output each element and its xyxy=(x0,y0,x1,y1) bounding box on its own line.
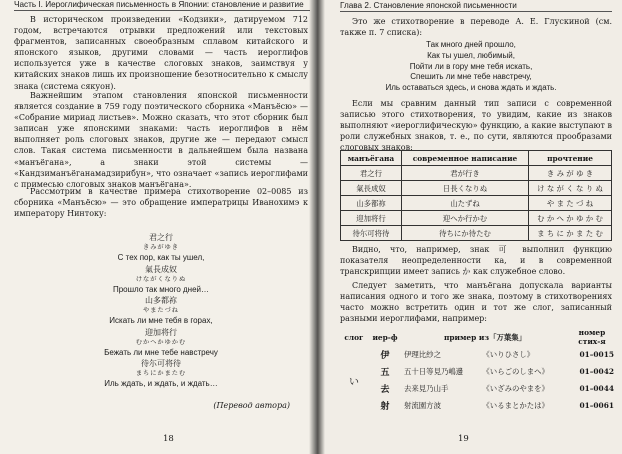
table-row xyxy=(340,397,616,414)
table-row xyxy=(341,226,612,241)
poem-line-russian: Иль ждать, и ждать, и ждать… xyxy=(104,379,218,388)
poem-line: Пойти ли в гору мне тебя искать, xyxy=(409,61,533,71)
poem-line-kana: むかへかゆかむ xyxy=(135,338,187,346)
poem-line-russian: Бежать ли мне тебе навстречу xyxy=(104,347,218,357)
reading-cell: 《いりひさし》 xyxy=(482,350,535,359)
poem-line-russian: С тех пор, как ты ушел, xyxy=(117,253,205,262)
table-row xyxy=(340,363,616,380)
poem-line-kana: まちにかまたむ xyxy=(135,370,187,377)
character-cell: 伊 xyxy=(380,351,390,361)
poem-line-kanji: 迎加将行 xyxy=(145,327,177,337)
example-cell: 五十日等見乃嶋邊 xyxy=(404,367,464,376)
table-row xyxy=(341,166,612,181)
table-cell: 迎へか行かむ xyxy=(401,211,528,226)
poem-line-kana: けながくなりぬ xyxy=(135,275,187,283)
table-row xyxy=(340,346,616,363)
table-cell: 待ちにか待たむ xyxy=(401,226,528,241)
right-poem xyxy=(376,40,566,94)
poem-line: Иль оставаться здесь, и снова ждать и ждать. xyxy=(385,83,557,93)
poem-line: Как ты ушел, любимый, xyxy=(427,50,515,60)
table-cell: け な が く な り ぬ xyxy=(529,181,612,196)
character-cell: 五 xyxy=(380,368,390,378)
example-cell: 去来見乃山手 xyxy=(404,384,449,393)
left-paragraph-3: Рассмотрим в качестве примера стихотворение 02–0085 из сборника «Манъёсю» — это обращение императрицы Иванохимэ к императору Нинтоку: xyxy=(14,187,308,219)
table-cell: 氣長成奴 xyxy=(341,181,402,196)
poem-line-kana: やまたづね xyxy=(143,307,179,314)
table-row xyxy=(341,181,612,196)
column-header: прочтение xyxy=(529,151,612,166)
table-cell: や ま た づ ね xyxy=(529,196,612,211)
right-paragraph-2: Видно, что, например, знак 可 выполнил функцию показателя неопределенности ка, и в современной транскрипции имеет запись か как служебное слово. xyxy=(340,245,612,277)
character-cell: 射 xyxy=(380,402,390,412)
poem-line: Спешить ли мне тебе навстречу, xyxy=(410,72,532,82)
reading-cell: 《いざみのやまを》 xyxy=(482,384,549,393)
table-cell: 待尓可将待 xyxy=(341,226,402,241)
comparison-table xyxy=(340,150,612,241)
poem-line-kanji: 山多都祢 xyxy=(145,296,177,305)
left-paragraph-1: В историческом произведении «Кодзики», датируемом 712 годом, встречаются отрывки предложений или текстовых фрагментов, записанных своеобразным сплавом китайского и японского языков, другими словами — часть иероглифов используется уже в качестве слоговых знаков, заимствуя у китайских знаков лишь их произношение безотносительно к смыслу знака (система сякуон). xyxy=(14,15,308,91)
column-header: современное написание xyxy=(401,151,528,166)
number-cell: 01–0061 xyxy=(579,401,614,410)
example-cell: 伊理比紗之 xyxy=(404,350,441,359)
column-header: пример из「万葉集」 xyxy=(443,332,527,342)
right-paragraph-1: Если мы сравним данный тип записи с современной записью этого стихотворения, то увидим, какие из знаков выполняют «иероглифическую» функцию, а какие выступают в роли служебных знаков, т. е., по сути, являются прообразами слоговых знаков: xyxy=(340,99,612,153)
table-cell: ま ち に か ま た む xyxy=(529,226,612,241)
table-row xyxy=(340,380,616,397)
syllable-examples-table xyxy=(340,328,616,414)
poem-line-kanji: 君之行 xyxy=(149,233,173,242)
poem-line-kanji: 待尓可将待 xyxy=(141,359,181,368)
table-cell: 君之行 xyxy=(341,166,402,181)
table-cell: き み が ゆ き xyxy=(529,166,612,181)
left-running-head: Часть I. Иероглифическая письменность в Японии: становление и развитие xyxy=(14,0,310,11)
table-row xyxy=(341,211,612,226)
column-header: манъёгана xyxy=(341,151,402,166)
reading-cell: 《いらごのしまへ》 xyxy=(482,367,549,376)
table-cell: 日長くなりぬ xyxy=(401,181,528,196)
column-header: номер стих-я xyxy=(578,328,606,346)
poem-line-kana: きみがゆき xyxy=(143,244,179,251)
example-cell: 射流園方波 xyxy=(404,401,441,410)
table-cell: 君が行き xyxy=(401,166,528,181)
table-cell: 山たずね xyxy=(401,196,528,211)
right-paragraph-3: Следует заметить, что манъёгана допускала варианты написания одного и того же знака, поэтому в стихотворениях часто можно встретить один и тот же слог, записанный разными иероглифами, например: xyxy=(340,281,612,324)
number-cell: 01–0042 xyxy=(579,367,614,376)
reading-cell: 《いるまとかたは》 xyxy=(482,401,549,410)
syllable-cell: い xyxy=(349,376,359,388)
book-spine-shadow xyxy=(309,0,325,454)
number-cell: 01–0044 xyxy=(579,384,614,393)
column-header: иер-ф xyxy=(372,332,398,342)
left-poem xyxy=(14,232,308,390)
poem-line-russian: Искать ли мне тебя в горах, xyxy=(109,316,213,325)
poem-line-kanji: 氣長成奴 xyxy=(145,264,177,274)
right-page xyxy=(316,0,622,454)
table-cell: む か へ か ゆ か む xyxy=(529,211,612,226)
table-header-row xyxy=(341,151,612,166)
table-header-row xyxy=(340,328,616,346)
left-paragraph-2: Важнейшим этапом становления японской письменности является создание в 759 году поэтического сборника «Манъёсю» — «Собрание мириад листьев». Можно сказать, что этот сборник был записан уже японскими знаками: часть иероглифов в нём выполняет роль слоговых знаков, другие же — передают смысл слов. Такая система письменности в дальнейшем была названа «манъёгана», а знаки этой системы — «Кандзиманъёганамадзирибун», что означает «запись иероглифами с примесью слоговых знаков манъёгана». xyxy=(14,91,308,189)
column-header: слог xyxy=(344,332,364,342)
right-page-number: 19 xyxy=(458,434,469,444)
table-row xyxy=(341,196,612,211)
poem-line: Так много дней прошло, xyxy=(426,40,516,49)
translation-attribution: (Перевод автора) xyxy=(213,401,290,410)
table-cell: 迎加将行 xyxy=(341,211,402,226)
right-running-head: Глава 2. Становление японской письменности xyxy=(340,1,612,12)
number-cell: 01–0015 xyxy=(579,350,614,359)
right-intro: Это же стихотворение в переводе А. Е. Глускиной (см. также п. 7 списка): xyxy=(340,17,612,38)
poem-line-russian: Прошло так много дней… xyxy=(112,284,210,294)
table-cell: 山多都祢 xyxy=(341,196,402,211)
left-page-number: 18 xyxy=(163,434,174,444)
character-cell: 去 xyxy=(380,385,390,395)
